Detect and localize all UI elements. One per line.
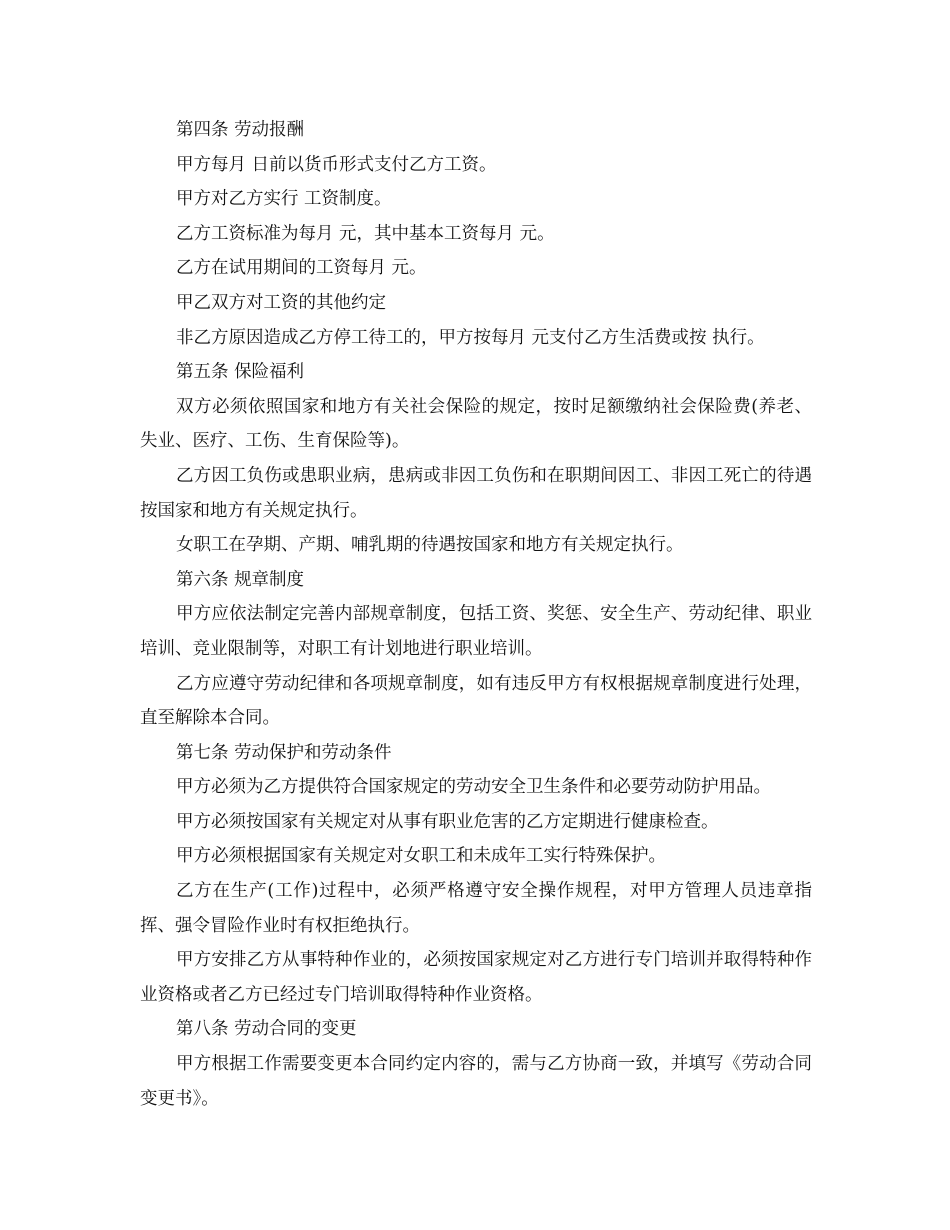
paragraph: 甲方对乙方实行 工资制度。: [176, 189, 392, 210]
paragraph: 乙方在试用期间的工资每月 元。: [176, 258, 427, 279]
paragraph: 非乙方原因造成乙方停工待工的，甲方按每月 元支付乙方生活费或按 执行。: [176, 327, 765, 348]
paragraph: 双方必须依照国家和地方有关社会保险的规定，按时足额缴纳社会保险费(养老、失业、医疗、工伤、生育保险等)。: [140, 396, 812, 452]
paragraph: 甲方根据工作需要变更本合同约定内容的，需与乙方协商一致，并填写《劳动合同变更书》。: [140, 1054, 812, 1109]
paragraph: 甲方必须为乙方提供符合国家规定的劳动安全卫生条件和必要劳动防护用品。: [176, 777, 771, 798]
paragraph: 女职工在孕期、产期、哺乳期的待遇按国家和地方有关规定执行。: [176, 535, 684, 556]
paragraph: 乙方应遵守劳动纪律和各项规章制度，如有违反甲方有权根据规章制度进行处理，直至解除本合同。: [140, 673, 812, 729]
paragraph: 甲方必须根据国家有关规定对女职工和未成年工实行特殊保护。: [176, 846, 666, 867]
article-4-heading: 第四条 劳动报酬: [176, 120, 305, 140]
article-6-heading: 第六条 规章制度: [176, 569, 305, 590]
paragraph: 甲方必须按国家有关规定对从事有职业危害的乙方定期进行健康检查。: [176, 811, 719, 832]
article-5-heading: 第五条 保险福利: [176, 362, 305, 383]
paragraph: 乙方在生产(工作)过程中，必须严格遵守安全操作规程，对甲方管理人员违章指挥、强令冒险作业时有权拒绝执行。: [140, 881, 812, 936]
paragraph: 甲乙双方对工资的其他约定: [176, 292, 386, 313]
article-7-heading: 第七条 劳动保护和劳动条件: [176, 742, 392, 763]
paragraph: 甲方应依法制定完善内部规章制度，包括工资、奖惩、安全生产、劳动纪律、职业培训、竞业限制等，对职工有计划地进行职业培训。: [140, 604, 812, 659]
paragraph: 乙方因工负伤或患职业病，患病或非因工负伤和在职期间因工、非因工死亡的待遇按国家和地方有关规定执行。: [140, 465, 812, 521]
document-body: [140, 113, 812, 1116]
paragraph: 甲方每月 日前以货币形式支付乙方工资。: [176, 154, 497, 175]
paragraph: 乙方工资标准为每月 元，其中基本工资每月 元。: [176, 223, 555, 244]
article-8-heading: 第八条 劳动合同的变更: [176, 1019, 357, 1040]
paragraph: 甲方安排乙方从事特种作业的，必须按国家规定对乙方进行专门培训并取得特种作业资格或者乙方已经过专门培训取得特种作业资格。: [140, 950, 812, 1005]
